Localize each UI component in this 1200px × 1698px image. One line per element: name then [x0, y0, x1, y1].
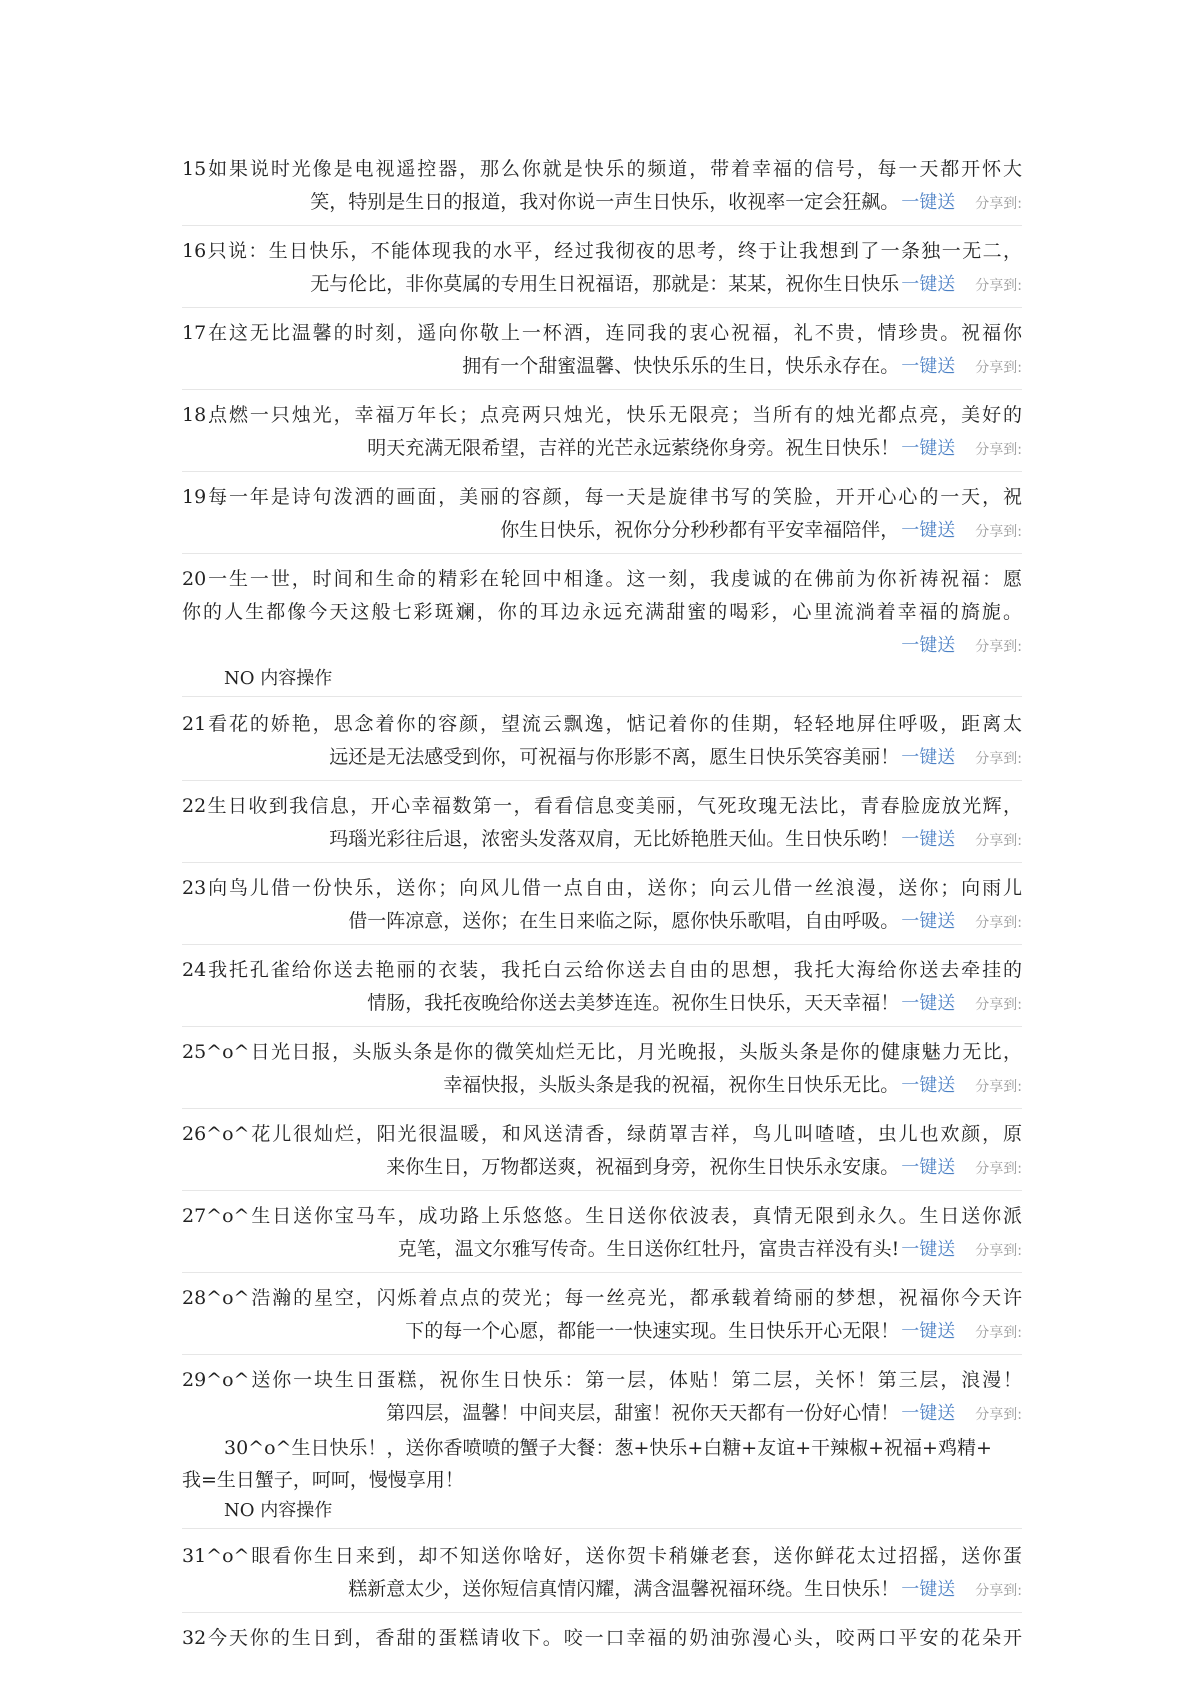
entry-line-1: 19每一年是诗句泼洒的画面，美丽的容颜，每一天是旋律书写的笑脸，开开心心的一天，祝	[182, 486, 1022, 508]
share-to-label[interactable]: 分享到:	[975, 278, 1022, 294]
share-to-label[interactable]: 分享到:	[975, 524, 1022, 540]
share-to-label[interactable]: 分享到:	[975, 997, 1022, 1013]
send-link[interactable]: 一键送	[901, 520, 956, 541]
list-item	[182, 1197, 1022, 1273]
list-item	[182, 1432, 1022, 1496]
send-link[interactable]: 一键送	[901, 274, 956, 295]
entry-line-2	[182, 823, 1022, 858]
entry-text: 远还是无法感受到你，可祝福与你形影不离，愿生日快乐笑容美丽！	[329, 746, 900, 768]
send-link[interactable]: 一键送	[901, 192, 956, 213]
send-link[interactable]: 一键送	[901, 1239, 956, 1260]
entry-line-1: 20一生一世，时间和生命的精彩在轮回中相逢。这一刻，我虔诚的在佛前为你祈祷祝福：愿	[182, 568, 1022, 590]
entry-text: 来你生日，万物都送爽，祝福到身旁，祝你生日快乐永安康。	[386, 1156, 900, 1178]
list-item	[182, 951, 1022, 1027]
greetings-list	[182, 150, 1022, 1655]
share-to-label[interactable]: 分享到:	[975, 915, 1022, 931]
entry-line-2	[182, 350, 1022, 385]
list-item	[182, 1361, 1022, 1432]
entry-line-1: 26^o^花儿很灿烂，阳光很温暖，和风送清香，绿荫罩吉祥，鸟儿叫喳喳，虫儿也欢颜，原	[182, 1123, 1022, 1145]
content-operation-block	[182, 1496, 1022, 1529]
send-link[interactable]: 一键送	[901, 1157, 956, 1178]
entry-text: 你生日快乐，祝你分分秒秒都有平安幸福陪伴，	[500, 519, 900, 541]
entry-line-2: 你的人生都像今天这般七彩斑斓，你的耳边永远充满甜蜜的喝彩，心里流淌着幸福的旖旎。	[182, 601, 1022, 623]
list-item	[182, 1279, 1022, 1355]
list-item	[182, 1619, 1022, 1655]
entry-line-2: 我=生日蟹子，呵呵，慢慢享用！	[182, 1469, 464, 1491]
entry-line-2	[182, 1397, 1022, 1432]
entry-line-2	[182, 268, 1022, 303]
share-to-label[interactable]: 分享到:	[975, 1161, 1022, 1177]
entry-text: 糕新意太少，送你短信真情闪耀，满含温馨祝福环绕。生日快乐！	[348, 1578, 900, 1600]
share-to-label[interactable]: 分享到:	[975, 1583, 1022, 1599]
entry-line-1: 16只说：生日快乐，不能体现我的水平，经过我彻夜的思考，终于让我想到了一条独一无二，	[182, 240, 1022, 262]
entry-text: 情肠，我托夜晚给你送去美梦连连。祝你生日快乐，天天幸福！	[367, 992, 900, 1014]
entry-line-1: 30^o^生日快乐！，送你香喷喷的蟹子大餐：葱+快乐+白糖+友谊+干辣椒+祝福+鸡精+	[224, 1437, 992, 1459]
entry-line-1: 18点燃一只烛光，幸福万年长；点亮两只烛光，快乐无限亮；当所有的烛光都点亮，美好的	[182, 404, 1022, 426]
entry-line-2	[182, 1573, 1022, 1608]
entry-line-1: 24我托孔雀给你送去艳丽的衣装，我托白云给你送去自由的思想，我托大海给你送去牵挂的	[182, 959, 1022, 981]
list-item	[182, 396, 1022, 472]
send-link[interactable]: 一键送	[901, 1403, 956, 1424]
entry-line-2	[182, 514, 1022, 549]
entry-line-2	[182, 987, 1022, 1022]
list-item	[182, 1115, 1022, 1191]
share-to-label[interactable]: 分享到:	[975, 442, 1022, 458]
send-link[interactable]: 一键送	[901, 993, 956, 1014]
entry-line-2	[182, 1151, 1022, 1186]
share-to-label[interactable]: 分享到:	[975, 1243, 1022, 1259]
list-item	[182, 869, 1022, 945]
send-link[interactable]: 一键送	[901, 829, 956, 850]
share-to-label[interactable]: 分享到:	[975, 196, 1022, 212]
entry-actions	[182, 629, 1022, 664]
list-item	[182, 1033, 1022, 1109]
entry-line-2	[182, 1315, 1022, 1350]
list-item	[182, 705, 1022, 781]
entry-line-2	[182, 432, 1022, 467]
entry-line-1: 29^o^送你一块生日蛋糕，祝你生日快乐：第一层，体贴！第二层，关怀！第三层，浪漫！	[182, 1369, 1022, 1391]
entry-line-1: 27^o^生日送你宝马车，成功路上乐悠悠。生日送你依波表，真情无限到永久。生日送你派	[182, 1205, 1022, 1227]
send-link[interactable]: 一键送	[901, 438, 956, 459]
entry-text: 笑，特别是生日的报道，我对你说一声生日快乐，收视率一定会狂飙。	[310, 191, 900, 213]
entry-line-1: 15如果说时光像是电视遥控器，那么你就是快乐的频道，带着幸福的信号，每一天都开怀大	[182, 158, 1022, 180]
send-link[interactable]: 一键送	[901, 747, 956, 768]
entry-text: 无与伦比，非你莫属的专用生日祝福语，那就是：某某，祝你生日快乐	[310, 273, 900, 295]
share-to-label[interactable]: 分享到:	[975, 751, 1022, 767]
send-link[interactable]: 一键送	[901, 1321, 956, 1342]
entry-line-1: 31^o^眼看你生日来到，却不知送你啥好，送你贺卡稍嫌老套，送你鲜花太过招摇，送你蛋	[182, 1545, 1022, 1567]
send-link[interactable]: 一键送	[901, 635, 956, 656]
list-item	[182, 560, 1022, 664]
list-item	[182, 150, 1022, 226]
send-link[interactable]: 一键送	[901, 911, 956, 932]
entry-text: 明天充满无限希望，吉祥的光芒永远萦绕你身旁。祝生日快乐！	[367, 437, 900, 459]
entry-text: 克笔，温文尔雅写传奇。生日送你红牡丹，富贵吉祥没有头!	[397, 1238, 900, 1260]
list-item	[182, 314, 1022, 390]
entry-line-1: 23向鸟儿借一份快乐，送你；向风儿借一点自由，送你；向云儿借一丝浪漫，送你；向雨儿	[182, 877, 1022, 899]
entry-line-1: 22生日收到我信息，开心幸福数第一，看看信息变美丽，气死玫瑰无法比，青春脸庞放光辉，	[182, 795, 1022, 817]
list-item	[182, 478, 1022, 554]
entry-line-2	[182, 1233, 1022, 1268]
list-item	[182, 1537, 1022, 1613]
entry-line-1: 17在这无比温馨的时刻，遥向你敬上一杯酒，连同我的衷心祝福，礼不贵，情珍贵。祝福你	[182, 322, 1022, 344]
content-operation-label: NO 内容操作	[224, 1500, 333, 1521]
share-to-label[interactable]: 分享到:	[975, 833, 1022, 849]
entry-text: 幸福快报，头版头条是我的祝福，祝你生日快乐无比。	[443, 1074, 900, 1096]
list-item	[182, 232, 1022, 308]
entry-line-1: 28^o^浩瀚的星空，闪烁着点点的荧光；每一丝亮光，都承载着绮丽的梦想，祝福你今天许	[182, 1287, 1022, 1309]
entry-line-2	[182, 741, 1022, 776]
entry-text: 拥有一个甜蜜温馨、快快乐乐的生日，快乐永存在。	[462, 355, 900, 377]
send-link[interactable]: 一键送	[901, 1075, 956, 1096]
send-link[interactable]: 一键送	[901, 1579, 956, 1600]
entry-line-1: 25^o^日光日报，头版头条是你的微笑灿烂无比，月光晚报，头版头条是你的健康魅力无比，	[182, 1041, 1022, 1063]
share-to-label[interactable]: 分享到:	[975, 1325, 1022, 1341]
entry-text: 下的每一个心愿，都能一一快速实现。生日快乐开心无限！	[405, 1320, 900, 1342]
content-operation-block	[182, 664, 1022, 697]
share-to-label[interactable]: 分享到:	[975, 360, 1022, 376]
entry-text: 借一阵凉意，送你；在生日来临之际，愿你快乐歌唱，自由呼吸。	[348, 910, 900, 932]
entry-line-2	[182, 1069, 1022, 1104]
entry-line-2	[182, 186, 1022, 221]
share-to-label[interactable]: 分享到:	[975, 639, 1022, 655]
entry-line-1: 21看花的娇艳，思念着你的容颜，望流云飘逸，惦记着你的佳期，轻轻地屏住呼吸，距离太	[182, 713, 1022, 735]
share-to-label[interactable]: 分享到:	[975, 1079, 1022, 1095]
entry-line-2	[182, 905, 1022, 940]
send-link[interactable]: 一键送	[901, 356, 956, 377]
list-item	[182, 787, 1022, 863]
entry-text: 第四层，温馨！中间夹层，甜蜜！祝你天天都有一份好心情！	[386, 1402, 900, 1424]
entry-text: 玛瑙光彩往后退，浓密头发落双肩，无比娇艳胜天仙。生日快乐哟！	[329, 828, 900, 850]
share-to-label[interactable]: 分享到:	[975, 1407, 1022, 1423]
content-operation-label: NO 内容操作	[224, 668, 333, 689]
entry-line-1: 32今天你的生日到，香甜的蛋糕请收下。咬一口幸福的奶油弥漫心头，咬两口平安的花朵开	[182, 1627, 1022, 1649]
